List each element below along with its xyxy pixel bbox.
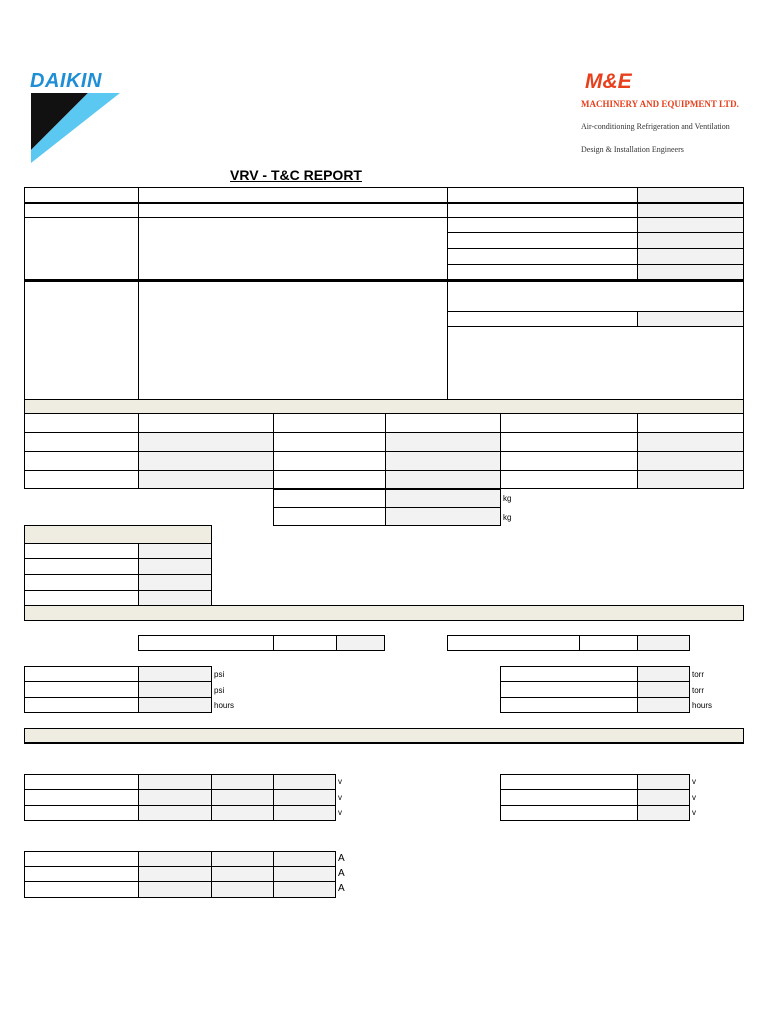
voltage-input[interactable]: [138, 805, 212, 821]
info-field-right-4-value[interactable]: [637, 232, 744, 249]
units-input[interactable]: [385, 470, 501, 489]
unit-amp-2: A: [338, 868, 345, 879]
voltage-right-input-1[interactable]: [637, 774, 690, 790]
refrigerant-label-2: [273, 507, 386, 526]
vacuum-test-field-right[interactable]: [579, 635, 638, 651]
units-input[interactable]: [385, 451, 501, 471]
small-table-input-3[interactable]: [138, 574, 212, 591]
current-input[interactable]: [211, 851, 274, 867]
units-cell: [273, 470, 386, 489]
voltage-right-label-2: [500, 789, 638, 806]
info-field-1-value[interactable]: [138, 187, 448, 203]
pressure-test-value-left[interactable]: [336, 635, 385, 651]
voltage-label-1: [24, 774, 139, 790]
voltage-input[interactable]: [273, 774, 336, 790]
unit-torr-1: torr: [692, 670, 704, 679]
info-field-4-value[interactable]: [138, 281, 448, 400]
unit-volt-4: v: [692, 777, 696, 786]
unit-volt-2: v: [338, 793, 342, 802]
info-field-right-1-label: [447, 187, 638, 203]
pressure-test-field-left[interactable]: [273, 635, 337, 651]
divider: [24, 742, 744, 744]
refrigerant-input-1[interactable]: [385, 489, 501, 508]
vacuum-row-input-2[interactable]: [637, 681, 690, 698]
voltage-input[interactable]: [211, 774, 274, 790]
units-cell: [273, 432, 386, 452]
units-cell: [637, 413, 744, 433]
units-cell: [24, 413, 139, 433]
info-field-right-3-label: [447, 217, 638, 233]
info-field-2-value[interactable]: [138, 203, 448, 218]
units-cell: [138, 413, 274, 433]
unit-hours-1: hours: [214, 701, 235, 710]
units-input[interactable]: [138, 451, 274, 471]
current-input[interactable]: [138, 851, 212, 867]
units-cell: [500, 432, 638, 452]
pressure-row-input-1[interactable]: [138, 666, 212, 682]
report-title: VRV - T&C REPORT: [230, 167, 362, 183]
small-table-label-2: [24, 558, 139, 575]
units-cell: [385, 413, 501, 433]
current-input[interactable]: [138, 881, 212, 898]
company-short-logo: M&E: [585, 70, 632, 93]
pressure-row-label-2: [24, 681, 139, 698]
company-tagline-2: Design & Installation Engineers: [581, 145, 684, 154]
voltage-input[interactable]: [211, 805, 274, 821]
unit-amp-3: A: [338, 883, 345, 894]
info-field-right-1-value[interactable]: [637, 187, 744, 203]
unit-volt-5: v: [692, 793, 696, 802]
company-full-name: MACHINERY AND EQUIPMENT LTD.: [581, 99, 739, 109]
refrigerant-input-2[interactable]: [385, 507, 501, 526]
current-input[interactable]: [273, 866, 336, 882]
pressure-row-label-1: [24, 666, 139, 682]
info-field-right-7-value[interactable]: [637, 311, 744, 327]
current-input[interactable]: [273, 851, 336, 867]
info-field-4-label: [24, 281, 139, 400]
info-field-right-7-label: [447, 311, 638, 327]
info-field-right-3-value[interactable]: [637, 217, 744, 233]
info-field-right-2-label: [447, 203, 638, 218]
voltage-right-input-3[interactable]: [637, 805, 690, 821]
vacuum-test-value-right[interactable]: [637, 635, 690, 651]
info-field-right-2-value[interactable]: [637, 203, 744, 218]
voltage-right-input-2[interactable]: [637, 789, 690, 806]
small-table-label-3: [24, 574, 139, 591]
info-field-right-4-label: [447, 232, 638, 249]
section-band-units: [24, 399, 744, 414]
vacuum-row-input-3[interactable]: [637, 697, 690, 713]
refrigerant-label-1: [273, 489, 386, 508]
unit-kg-1: kg: [503, 494, 512, 503]
units-input[interactable]: [637, 470, 744, 489]
small-table-input-2[interactable]: [138, 558, 212, 575]
pressure-test-label-left: [138, 635, 274, 651]
info-field-3-value[interactable]: [138, 217, 448, 280]
unit-amp-1: A: [338, 853, 345, 864]
section-band-pressure: [24, 605, 744, 621]
voltage-right-label-3: [500, 805, 638, 821]
info-field-right-5-value[interactable]: [637, 248, 744, 265]
current-input[interactable]: [138, 866, 212, 882]
current-label-3: [24, 881, 139, 898]
small-table-label-1: [24, 543, 139, 559]
small-table-input-1[interactable]: [138, 543, 212, 559]
units-cell: [24, 451, 139, 471]
info-field-right-5-label: [447, 248, 638, 265]
unit-volt-6: v: [692, 808, 696, 817]
units-input[interactable]: [138, 470, 274, 489]
info-field-3-label: [24, 217, 139, 280]
unit-kg-2: kg: [503, 513, 512, 522]
units-cell: [24, 470, 139, 489]
current-label-1: [24, 851, 139, 867]
unit-volt-3: v: [338, 808, 342, 817]
units-cell: [500, 413, 638, 433]
vacuum-test-label-right: [447, 635, 580, 651]
units-cell: [273, 451, 386, 471]
unit-torr-2: torr: [692, 686, 704, 695]
pressure-row-label-3: [24, 697, 139, 713]
unit-hours-2: hours: [692, 701, 713, 710]
pressure-row-input-2[interactable]: [138, 681, 212, 698]
units-cell: [500, 451, 638, 471]
voltage-label-3: [24, 805, 139, 821]
units-cell: [24, 432, 139, 452]
info-field-right-6-label: [447, 264, 638, 280]
small-table-label-4: [24, 590, 139, 606]
units-input[interactable]: [637, 451, 744, 471]
info-field-1-label: [24, 187, 139, 203]
voltage-input[interactable]: [211, 789, 274, 806]
current-label-2: [24, 866, 139, 882]
vacuum-row-label-1: [500, 666, 638, 682]
daikin-logo: [28, 70, 123, 165]
vacuum-row-label-3: [500, 697, 638, 713]
info-field-2-label: [24, 203, 139, 218]
vacuum-row-label-2: [500, 681, 638, 698]
voltage-input[interactable]: [138, 789, 212, 806]
company-tagline-1: Air-conditioning Refrigeration and Ventilation: [581, 122, 730, 131]
voltage-input[interactable]: [273, 789, 336, 806]
units-input[interactable]: [385, 432, 501, 452]
units-input[interactable]: [138, 432, 274, 452]
voltage-label-2: [24, 789, 139, 806]
unit-volt-1: v: [338, 777, 342, 786]
vacuum-row-input-1[interactable]: [637, 666, 690, 682]
units-cell: [500, 470, 638, 489]
units-input[interactable]: [637, 432, 744, 452]
units-cell: [273, 413, 386, 433]
voltage-input[interactable]: [273, 805, 336, 821]
info-field-right-6-value[interactable]: [637, 264, 744, 280]
current-input[interactable]: [211, 866, 274, 882]
unit-psi-2: psi: [214, 686, 225, 695]
voltage-right-label-1: [500, 774, 638, 790]
daikin-logo-text: DAIKIN: [30, 70, 102, 92]
small-table-input-4[interactable]: [138, 590, 212, 606]
small-table-header: [24, 525, 212, 544]
info-field-right-block: [447, 281, 744, 400]
pressure-row-input-3[interactable]: [138, 697, 212, 713]
current-input[interactable]: [211, 881, 274, 898]
unit-psi-1: psi: [214, 670, 225, 679]
current-input[interactable]: [273, 881, 336, 898]
voltage-input[interactable]: [138, 774, 212, 790]
